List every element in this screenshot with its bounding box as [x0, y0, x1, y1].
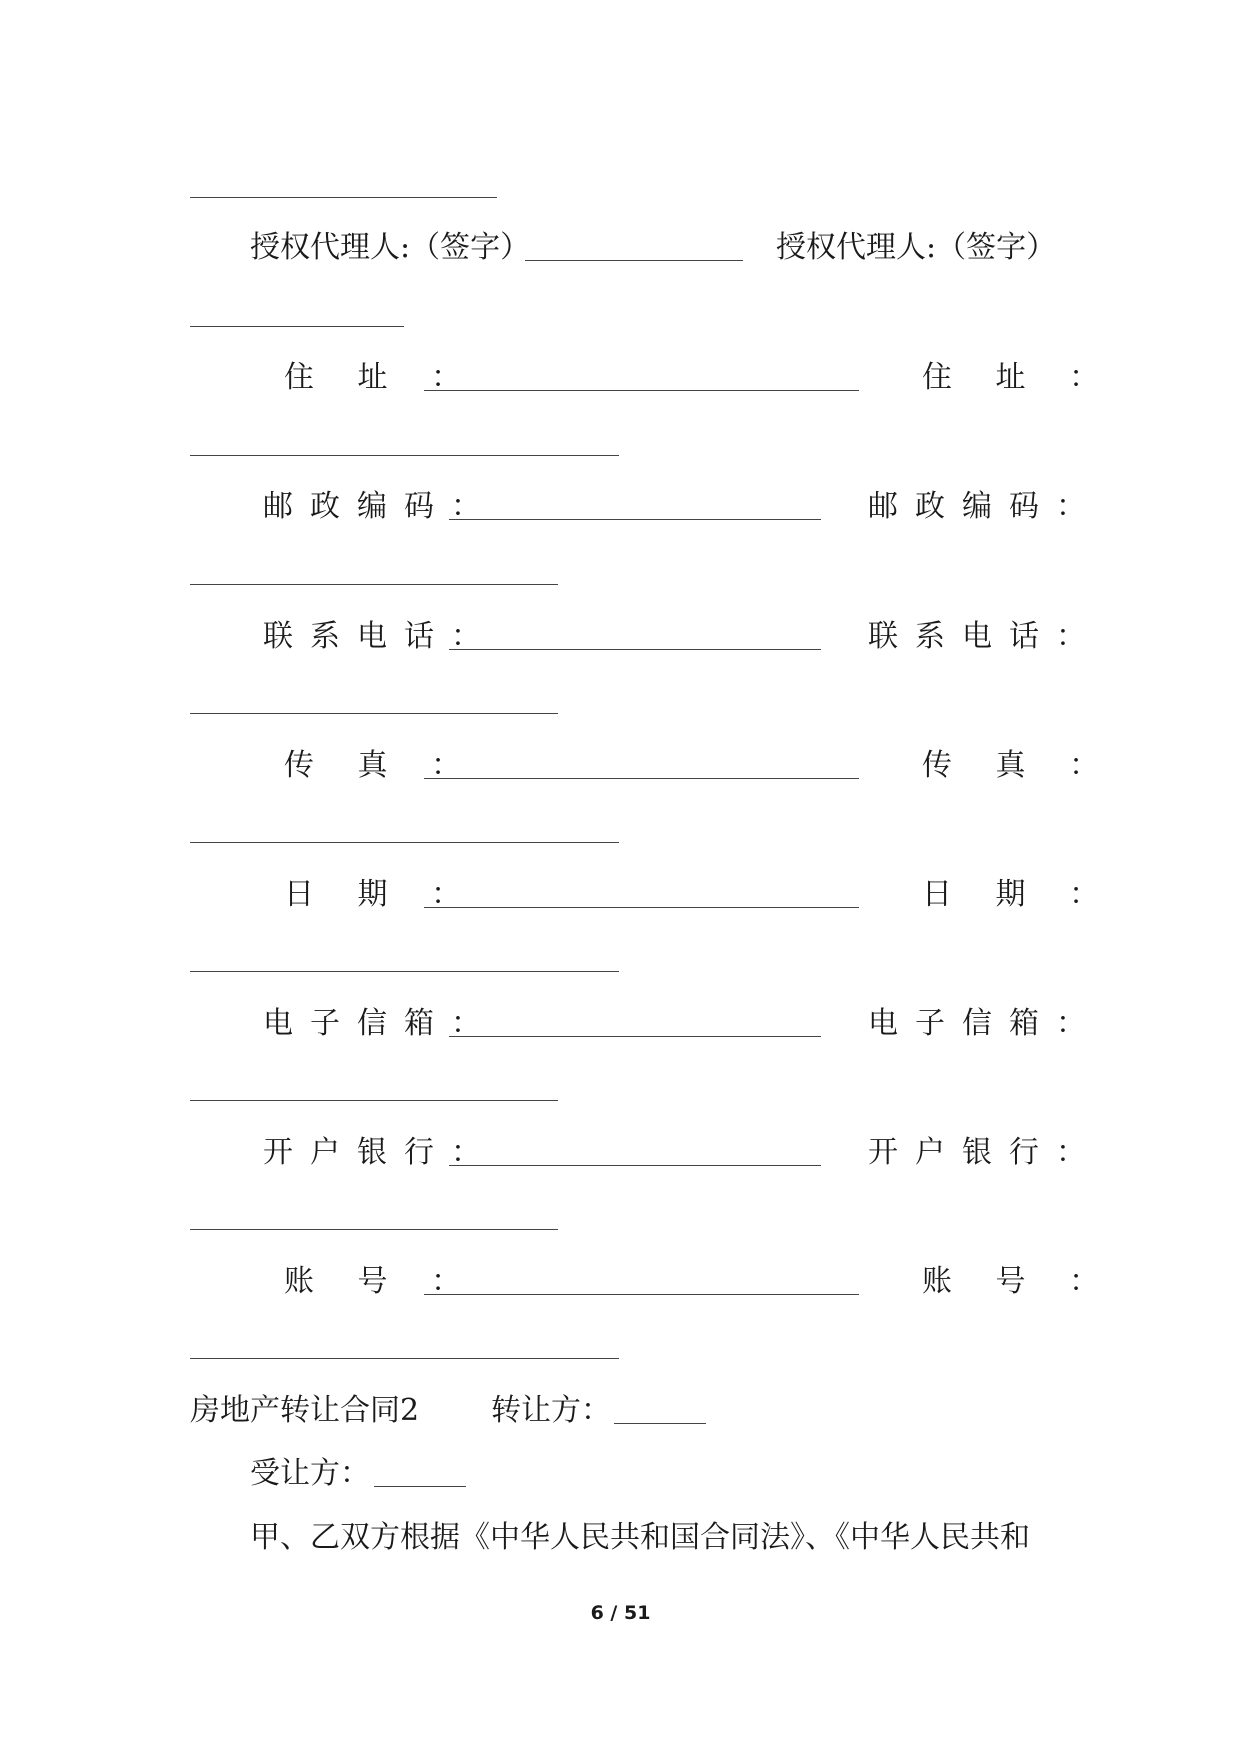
transferee-label: 受让方：: [250, 1456, 370, 1491]
field-left-label: 传 真 ：: [284, 748, 479, 783]
field-right-label: 传 真 ：: [922, 748, 1117, 783]
blank-line: [190, 1229, 558, 1230]
page-number: 6 / 51: [590, 1602, 651, 1624]
blank-line: [190, 584, 558, 585]
field-left-blank: [449, 649, 821, 650]
field-right-label: 账 号 ：: [922, 1264, 1117, 1299]
blank-line: [190, 1100, 558, 1101]
blank-line: [190, 1358, 619, 1359]
field-right-label: 住 址 ：: [922, 360, 1117, 395]
field-left-blank: [449, 1036, 821, 1037]
field-left-blank: [449, 519, 821, 520]
field-left-label: 住 址 ：: [284, 360, 479, 395]
blank-line: [190, 971, 619, 972]
field-left-label: 电子信箱：: [263, 1006, 498, 1041]
field-left-blank: [424, 390, 859, 391]
field-left-label: 联系电话：: [263, 619, 498, 654]
transferee-blank: [374, 1486, 466, 1487]
field-right-label: 联系电话：: [868, 619, 1103, 654]
field-right-label: 电子信箱：: [868, 1006, 1103, 1041]
blank-line: [190, 842, 619, 843]
field-left-label: 邮政编码：: [263, 489, 498, 524]
field-left-blank: [424, 778, 859, 779]
blank-line: [190, 455, 619, 456]
contract-title: 房地产转让合同2: [190, 1393, 420, 1428]
blank-line: [190, 197, 497, 198]
agent-left-blank: [525, 260, 743, 261]
blank-line: [190, 713, 558, 714]
field-right-label: 开户银行：: [868, 1135, 1103, 1170]
field-left-label: 日 期 ：: [284, 877, 479, 912]
blank-line: [190, 326, 404, 327]
transferor-blank: [614, 1423, 706, 1424]
field-left-label: 开户银行：: [263, 1135, 498, 1170]
transferor-label: 转让方：: [491, 1393, 611, 1428]
field-right-label: 日 期 ：: [922, 877, 1117, 912]
field-left-label: 账 号 ：: [284, 1264, 479, 1299]
agent-right-label: 授权代理人:（签字）: [776, 230, 1057, 265]
field-right-label: 邮政编码：: [868, 489, 1103, 524]
field-left-blank: [449, 1165, 821, 1166]
agent-left-label: 授权代理人:（签字）: [250, 230, 531, 265]
field-left-blank: [424, 1294, 859, 1295]
intro-text: 甲、乙双方根据《中华人民共和国合同法》、《中华人民共和: [250, 1520, 1030, 1555]
field-left-blank: [424, 907, 859, 908]
